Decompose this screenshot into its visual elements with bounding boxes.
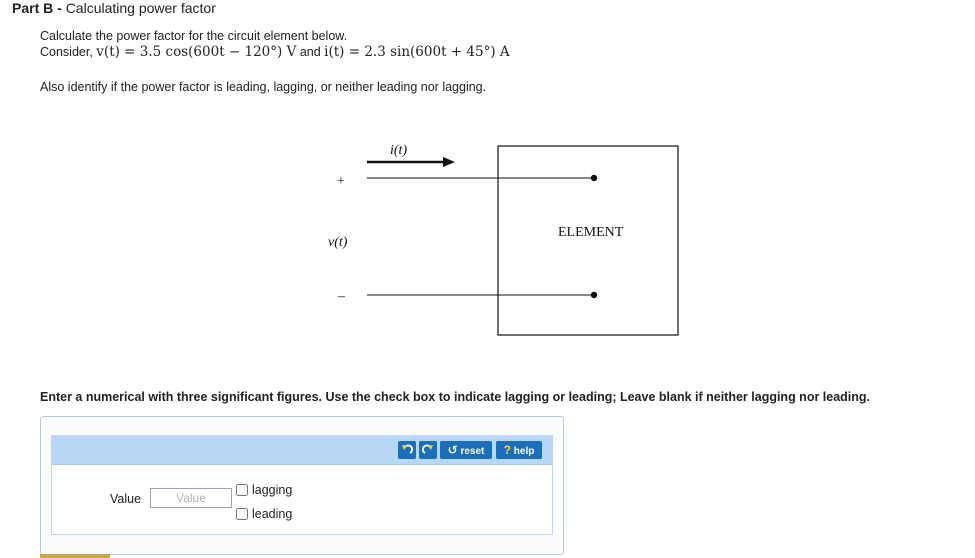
value-label: Value (110, 492, 142, 506)
answer-inner-panel (51, 435, 553, 535)
lagging-option[interactable] (236, 483, 292, 497)
reset-button[interactable] (440, 441, 492, 459)
answer-instructions: Enter a numerical with three significant figures. Use the check box to indicate lagging or leading; Leave blank if neither lagging nor leading. (40, 390, 871, 404)
undo-icon (398, 441, 416, 459)
help-label: help (513, 446, 535, 457)
undo-button[interactable] (398, 441, 416, 459)
top-terminal-node (591, 175, 597, 181)
problem-line-2 (40, 44, 510, 60)
element-label: ELEMENT (558, 225, 624, 240)
voltage-label: v(t) (328, 235, 348, 250)
bottom-terminal-node (591, 292, 597, 298)
voltage-expression: v(t) = 3.5 cos(600t − 120°) V (96, 44, 297, 60)
reset-icon: ↺ (447, 443, 458, 457)
leading-option[interactable] (236, 507, 292, 521)
answer-panel (40, 416, 564, 555)
leading-label: leading (252, 507, 293, 521)
current-arrow-head (443, 157, 455, 167)
current-expression: i(t) = 2.3 sin(600t + 45°) A (324, 44, 510, 60)
consider-text: Consider, (40, 45, 93, 59)
plus-terminal-label: + (337, 174, 345, 189)
element-box (498, 146, 678, 335)
current-label: i(t) (390, 143, 408, 158)
part-title (12, 0, 216, 16)
value-input[interactable] (150, 488, 232, 508)
redo-icon (419, 441, 437, 459)
help-icon: ? (503, 443, 511, 457)
and-text: and (299, 45, 321, 59)
minus-terminal-label: – (338, 289, 345, 304)
help-button[interactable] (496, 441, 542, 459)
problem-line-3: Also identify if the power factor is leading, lagging, or neither leading nor lagging. (40, 80, 487, 94)
redo-button[interactable] (419, 441, 437, 459)
part-separator: - (53, 0, 66, 16)
part-title-text: Calculating power factor (65, 0, 216, 16)
leading-checkbox[interactable] (236, 508, 248, 520)
submit-button-edge[interactable] (40, 554, 110, 558)
lagging-checkbox[interactable] (236, 484, 248, 496)
problem-line-1: Calculate the power factor for the circuit element below. (40, 29, 348, 43)
answer-toolbar (52, 436, 552, 465)
lagging-label: lagging (252, 483, 293, 497)
reset-label: reset (460, 446, 485, 457)
part-label: Part B (12, 0, 54, 16)
circuit-diagram (300, 130, 700, 350)
